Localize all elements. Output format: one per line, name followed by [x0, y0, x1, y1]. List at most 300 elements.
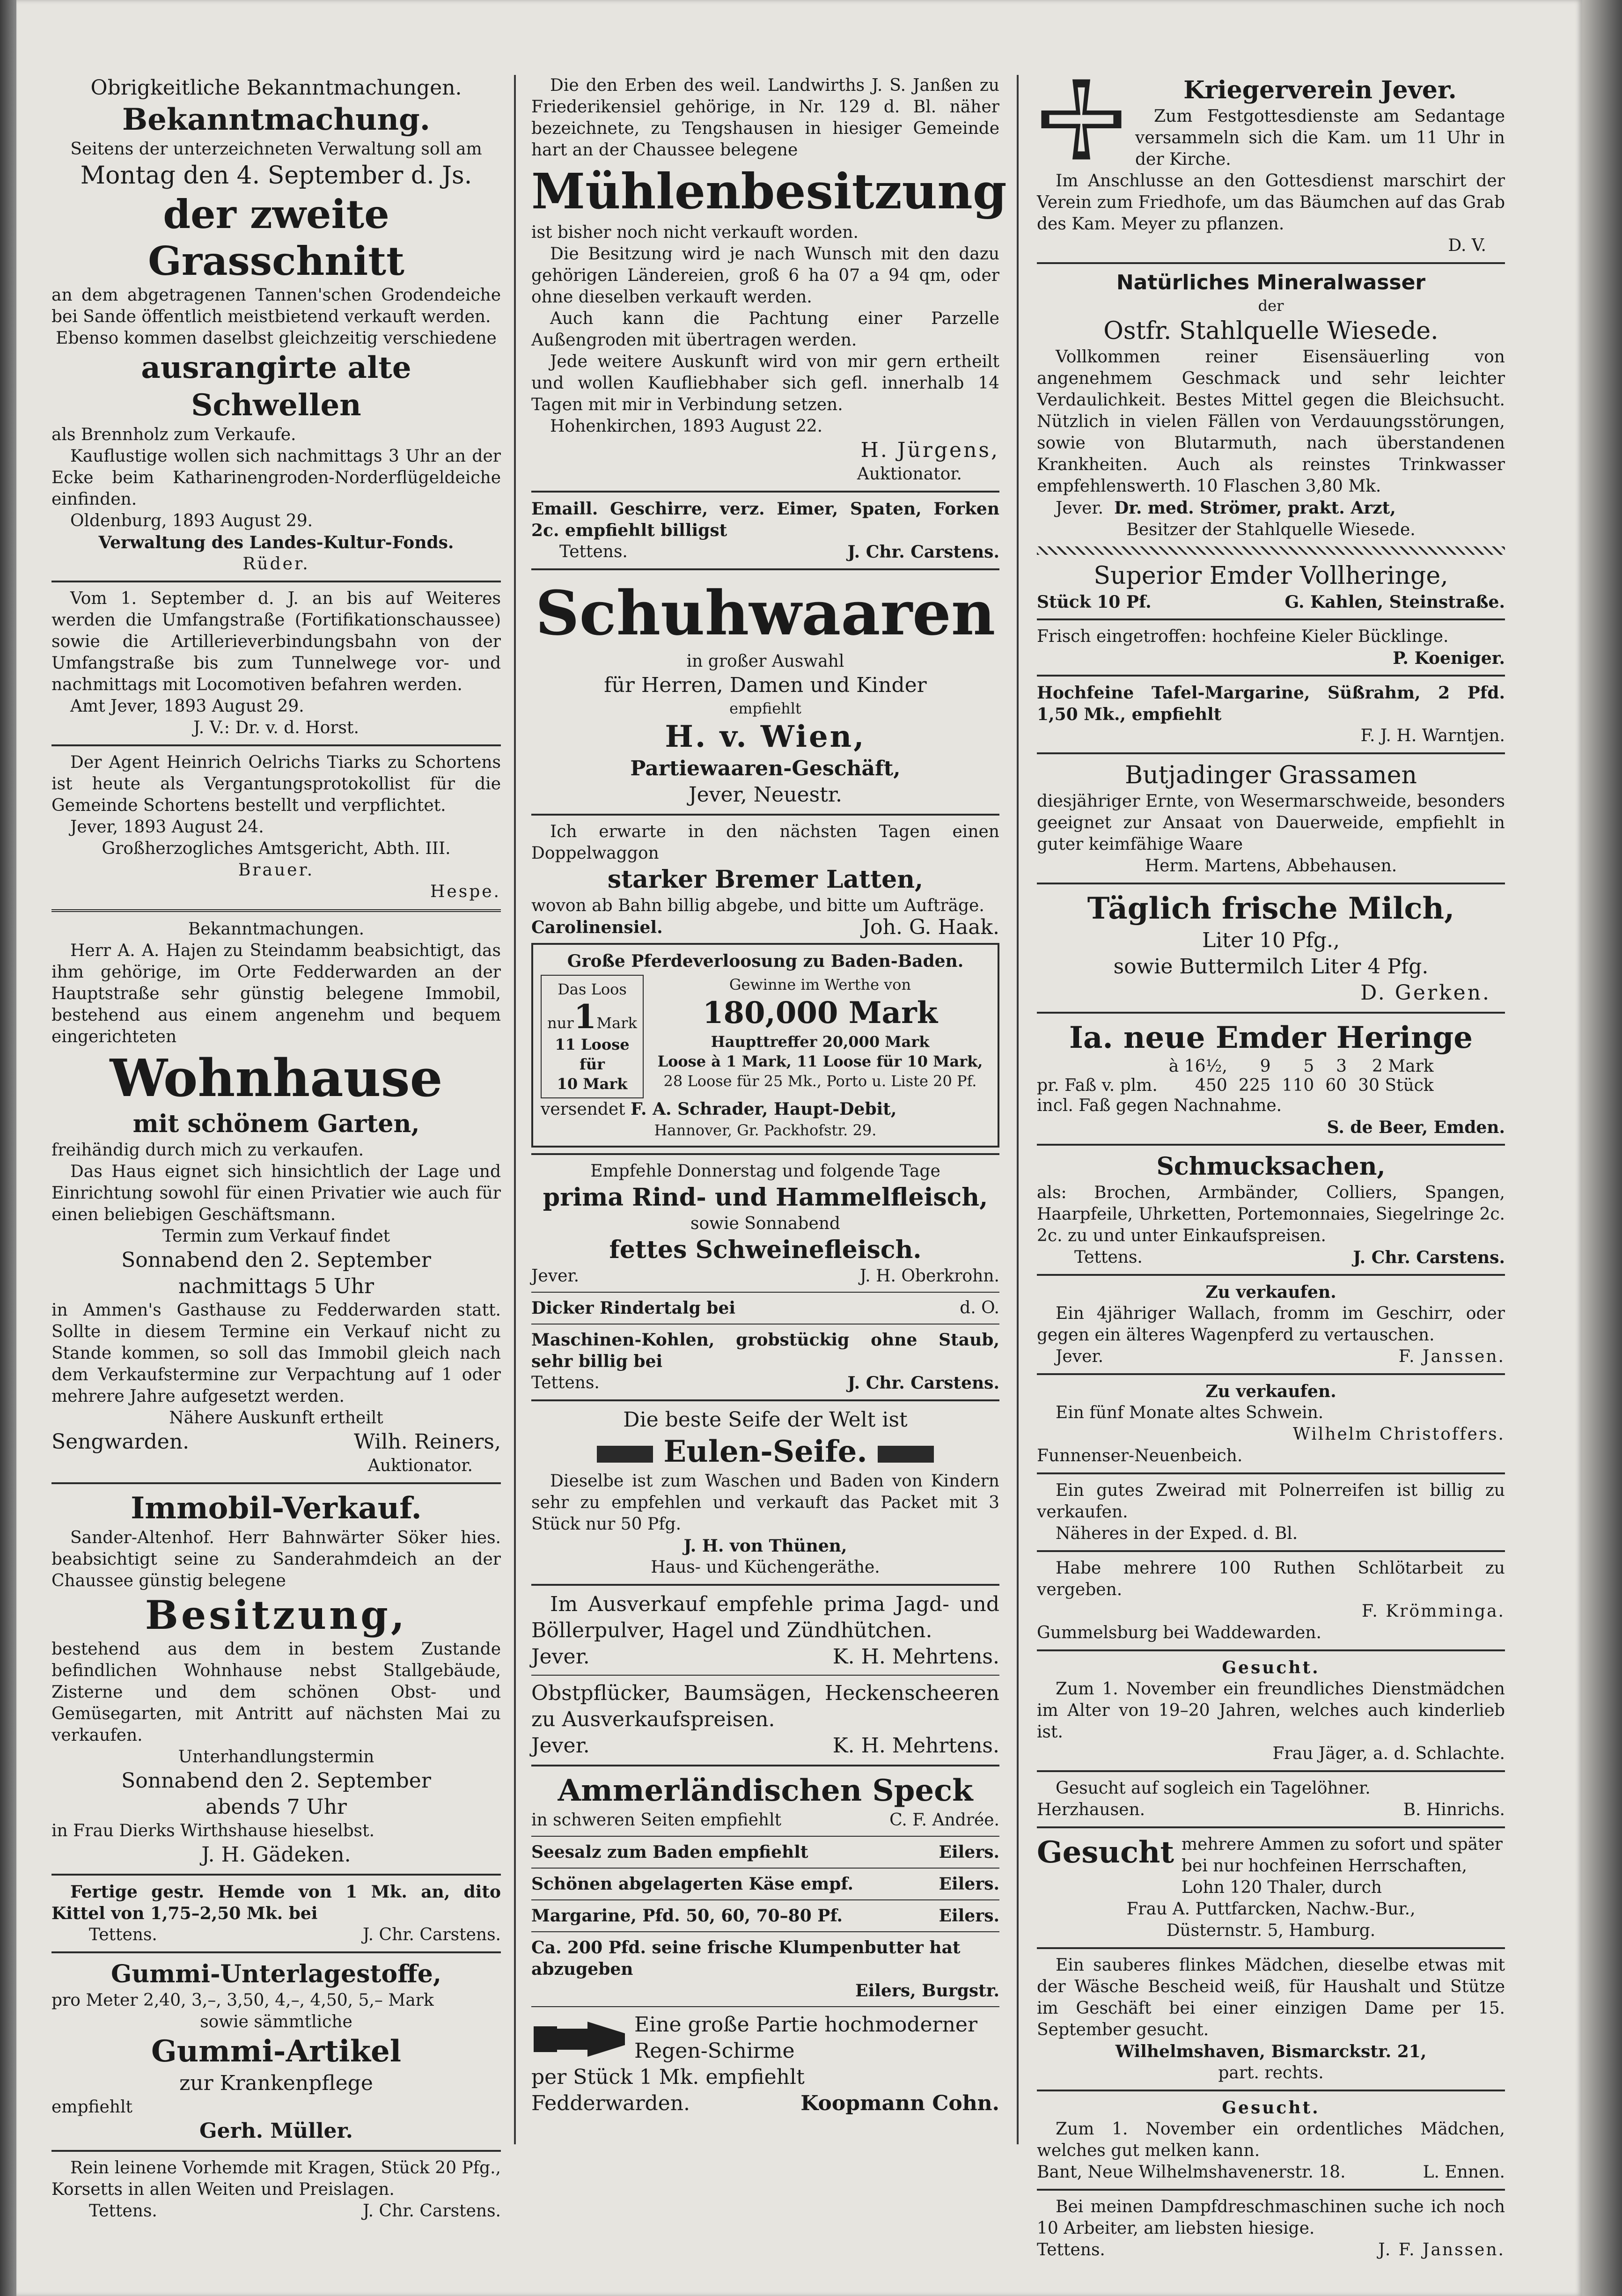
ad-signature: Eilers, Burgstr. — [855, 1981, 999, 2001]
ad-signature: Herm. Martens, Abbehausen. — [1145, 856, 1397, 876]
ad-signature: Koopmann Cohn. — [800, 2091, 999, 2115]
ad-dampfdreschmaschinen — [1037, 2196, 1505, 2261]
table-cell: 3 — [1336, 1057, 1347, 1076]
ad-signature: P. Koeniger. — [1393, 648, 1505, 668]
divider — [51, 581, 501, 582]
ad-subheadline: mit schönem Garten, — [132, 1110, 420, 1138]
ad-signature: J. V.: Dr. v. d. Horst. — [193, 718, 359, 737]
ad-flinkes-maedchen — [1037, 1955, 1505, 2084]
ad-office: Verwaltung des Landes-Kultur-Fonds. — [98, 533, 454, 552]
ad-place: Hohenkirchen, 1893 August 22. — [550, 417, 823, 436]
ad-text: Die Besitzung wird je nach Wunsch mit den dazu gehörigen Ländereien, groß 6 ha 07 a 94 qm, oder ohne dieselben verkauft werden. — [531, 244, 999, 307]
ad-place: Funnenser-Neuenbeich. — [1037, 1446, 1243, 1465]
divider — [1037, 1947, 1505, 1949]
ad-signature: J. Chr. Carstens. — [1353, 1248, 1505, 1267]
divider — [531, 1292, 999, 1293]
section-header: Obrigkeitliche Bekanntmachungen. — [90, 76, 462, 100]
ad-place: Jever. — [1056, 499, 1104, 518]
divider — [531, 1324, 999, 1325]
ad-place: Jever. — [531, 1266, 580, 1286]
divider — [1037, 1144, 1505, 1146]
ad-address: part. rechts. — [1218, 2063, 1324, 2083]
ad-signature: J. H. Gädeken. — [201, 1843, 351, 1867]
table-row — [1037, 1057, 1439, 1076]
divider — [1037, 1550, 1505, 1552]
ad-headline: Eine große Partie hochmoderner Regen-Schirme — [634, 2013, 978, 2063]
ad-ammen — [1037, 1834, 1505, 1942]
ad-melken — [1037, 2097, 1505, 2183]
ad-text: Schönen abgelagerten Käse empf. — [531, 1874, 853, 1894]
ad-title: Große Pferdeverloosung zu Baden-Baden. — [567, 951, 964, 971]
ad-text: Der Agent Heinrich Oelrichs Tiarks zu Schortens ist heute als Vergantungsprotokollist für die Gemeinde Schortens bestellt und verpflichtet. — [51, 753, 501, 815]
ad-milch — [1037, 890, 1505, 1006]
ad-text: Näheres in der Exped. d. Bl. — [1056, 1524, 1298, 1543]
ad-title: Zu verkaufen. — [1205, 1382, 1336, 1401]
ad-place: Jever. — [531, 1645, 590, 1669]
ad-text: in schweren Seiten empfiehlt — [531, 1810, 782, 1830]
ad-text: per Stück 1 Mk. empfiehlt — [531, 2065, 805, 2089]
divider — [1037, 2090, 1505, 2091]
ad-text: Habe mehrere 100 Ruthen Schlötarbeit zu vergeben. — [1037, 1559, 1505, 1599]
ad-text: empfiehlt — [729, 699, 801, 717]
ad-bremer-latten — [531, 821, 999, 938]
ad-text: Margarine, Pfd. 50, 60, 70–80 Pf. — [531, 1906, 843, 1926]
table-row — [1037, 1076, 1439, 1095]
ad-place: Gummelsburg bei Waddewarden. — [1037, 1623, 1321, 1642]
ad-text: Zum 1. November ein freundliches Dienstmädchen im Alter von 19–20 Jahren, welches auch kinderlieb ist. — [1037, 1679, 1505, 1742]
table-cell: 60 — [1325, 1076, 1347, 1095]
ad-subheadline: zur Krankenpflege — [179, 2071, 373, 2095]
ad-signature: F. Janssen. — [1398, 1347, 1505, 1366]
ad-text: als Brennholz zum Verkaufe. — [51, 425, 296, 444]
divider — [1037, 618, 1505, 620]
ad-text: Dicker Rindertalg bei — [531, 1298, 736, 1318]
ad-headline: 180,000 Mark — [702, 995, 938, 1030]
price-box — [541, 975, 644, 1098]
ad-text: Emaill. Geschirre, verz. Eimer, Spaten, Forken 2c. empfiehlt billigst — [531, 499, 999, 540]
ad-headline: Täglich frische Milch, — [1087, 891, 1455, 926]
ad-text: Das Loos — [558, 980, 627, 998]
ad-title: Bekanntmachung. — [122, 102, 431, 137]
ad-headline: fettes Schweinefleisch. — [609, 1236, 922, 1264]
ad-text: in Ammen's Gasthause zu Fedderwarden statt. Sollte in diesem Termine ein Verkauf nicht zu Stande kommen, so soll das Immobil gleich nach dem Verkaufstermine zur Verpachtung auf 1 oder mehrere Jahre aufgesetzt werden. — [51, 1301, 501, 1406]
ad-text: Liter 10 Pfg., — [1202, 928, 1340, 952]
ad-headline: Superior Emder Vollheringe, — [1094, 562, 1448, 590]
table-cell: 110 — [1282, 1076, 1314, 1095]
ad-role: Auktionator. — [857, 464, 962, 484]
price-table — [1037, 1057, 1439, 1095]
ad-signature: H. v. Wien, — [665, 719, 866, 754]
ad-text: incl. Faß gegen Nachnahme. — [1037, 1096, 1282, 1115]
ad-headline: Ia. neue Emder Heringe — [1069, 1020, 1473, 1055]
ad-signature: Rüder. — [242, 554, 310, 574]
ad-maschinen-kohlen — [531, 1329, 999, 1394]
ad-address: Hannover, Gr. Packhofstr. 29. — [654, 1121, 877, 1139]
ad-tageloehner — [1037, 1778, 1505, 1821]
ad-text: Hochfeine Tafel-Margarine, Süßrahm, 2 Pfd. 1,50 Mk., empfiehlt — [1037, 683, 1505, 724]
ad-date: Sonnabend den 2. September — [121, 1769, 431, 1793]
ad-immobil-verkauf — [51, 1490, 501, 1868]
ad-date: abends 7 Uhr — [206, 1795, 347, 1819]
ad-date: nachmittags 5 Uhr — [178, 1274, 374, 1298]
ad-text: bestehend aus dem in bestem Zustande befindlichen Wohnhause nebst Stallgebäude, Zisterne und dem schönen Obst- und Gemüsegarten, mit Antritt auf nächsten Mai zu verkaufen. — [51, 1640, 501, 1745]
ad-text: Zum Festgottesdienste am Sedantage versammeln sich die Kam. um 11 Uhr in der Kirche. — [1135, 107, 1505, 169]
ad-zweirad — [1037, 1480, 1505, 1545]
decorative-bar — [878, 1446, 934, 1463]
ad-text: Ca. 200 Pfd. seine frische Klumpenbutter hat abzugeben — [531, 1938, 961, 1979]
ad-text: Jede weitere Auskunft wird von mir gern ertheilt und wollen Kaufliebhaber sich gefl. innerhalb 14 Tagen mit mir in Verbindung setzen. — [531, 352, 999, 414]
ad-signature: J. Chr. Carstens. — [847, 542, 999, 562]
divider — [531, 1931, 999, 1932]
ad-klumpenbutter — [531, 1937, 999, 2002]
ad-title: Immobil-Verkauf. — [131, 1491, 422, 1526]
divider — [51, 1951, 501, 1953]
ad-title: Zu verkaufen. — [1205, 1282, 1336, 1302]
ad-signature: Frau Jäger, a. d. Schlachte. — [1272, 1744, 1505, 1763]
ad-headline: Schuhwaaren — [535, 577, 996, 649]
page-edge — [1582, 0, 1622, 2296]
ad-signature: D. Gerken. — [1360, 981, 1491, 1005]
ad-text: Mark — [596, 1014, 637, 1032]
ad-fleisch — [531, 1161, 999, 1287]
ad-place: Tettens. — [1074, 1248, 1143, 1267]
ad-place: Bant, Neue Wilhelmshavenerstr. 18. — [1037, 2163, 1346, 2182]
divider — [531, 1899, 999, 1900]
ad-role: Auktionator. — [367, 1456, 473, 1475]
ad-text: empfiehlt — [51, 2097, 132, 2117]
ad-text: Vom 1. September d. J. an bis auf Weiteres werden die Umfangstraße (Fortifikationschaussee) sowie die Artillerieverbindungsbahn von der Umfangstraße bis zum Tunnelwege vor- und nachmittags mit Locomotiven befahren werden. — [51, 589, 501, 694]
ad-signature: L. Ennen. — [1423, 2163, 1505, 2182]
divider — [531, 1399, 999, 1401]
ad-title: Gesucht. — [1222, 1658, 1320, 1678]
ad-place: Carolinensiel. — [531, 918, 663, 937]
column-1 — [51, 75, 501, 2221]
ad-text: freihändig durch mich zu verkaufen. — [51, 1141, 364, 1160]
divider — [531, 1584, 999, 1586]
ad-text: Zum 1. November ein ordentliches Mädchen, welches gut melken kann. — [1037, 2119, 1505, 2160]
ad-text: Ein gutes Zweirad mit Polnerreifen ist billig zu verkaufen. — [1037, 1481, 1505, 1522]
ad-dienstmaedchen — [1037, 1657, 1505, 1765]
ad-text: Ein 4jähriger Wallach, fromm im Geschirr, oder gegen ein älteres Wagenpferd zu vertauschen. — [1037, 1304, 1505, 1345]
ad-text: pro Meter 2,40, 3,–, 3,50, 4,–, 4,50, 5,– Mark — [51, 1991, 434, 2010]
ad-place: Tettens. — [89, 2201, 157, 2221]
ad-tafel-margarine — [1037, 682, 1505, 747]
ad-price: 1 — [573, 997, 597, 1036]
ad-text: in großer Auswahl — [686, 652, 844, 671]
ad-place: Fedderwarden. — [531, 2091, 690, 2115]
divider — [51, 2150, 501, 2152]
divider — [51, 1482, 501, 1484]
divider — [1037, 883, 1505, 884]
ad-text: Im Ausverkauf empfehle prima Jagd- und Böllerpulver, Hagel und Zündhütchen. — [531, 1592, 999, 1642]
ad-text: Ein fünf Monate altes Schwein. — [1056, 1403, 1324, 1422]
ad-signature: C. F. Andrée. — [889, 1810, 999, 1830]
ad-text: Obstpflücker, Baumsägen, Heckenscheeren zu Ausverkaufspreisen. — [531, 1681, 999, 1731]
ad-signature: Eilers. — [939, 1906, 999, 1926]
ad-text: diesjähriger Ernte, von Wesermarschweide, besonders geeignet zur Ansaat von Dauerweide, empfiehlt in guter keimfähige Waare — [1037, 792, 1505, 854]
ad-title: Natürliches Mineralwasser — [1116, 271, 1426, 294]
divider — [531, 1675, 999, 1676]
ad-text: Ebenso kommen daselbst gleichzeitig verschiedene — [56, 329, 497, 348]
ad-text: 10 Mark — [557, 1075, 628, 1093]
ad-text: Empfehle Donnerstag und folgende Tage — [590, 1162, 940, 1181]
ad-signature: K. H. Mehrtens. — [832, 1734, 999, 1758]
ad-place: Wilhelmshaven, Bismarckstr. 21, — [1115, 2042, 1427, 2061]
ad-place: Tettens. — [89, 1925, 157, 1944]
divider — [1037, 1770, 1505, 1772]
divider — [1037, 1472, 1505, 1474]
divider — [1037, 1649, 1505, 1651]
ad-text: Dieselbe ist zum Waschen und Baden von Kindern sehr zu empfehlen und verkauft das Packet mit 3 Stück nur 50 Pfg. — [531, 1472, 999, 1534]
ad-text: Haupttreffer 20,000 Mark — [711, 1033, 930, 1051]
ad-signature: Brauer. — [238, 861, 315, 880]
ad-kaese — [531, 1873, 999, 1895]
ad-office: Großherzogliches Amtsgericht, Abth. III. — [102, 839, 451, 858]
ad-text: Die den Erben des weil. Landwirths J. S. Janßen zu Friederikensiel gehörige, in Nr. 129 d. Bl. näher bezeichnete, zu Tengshausen in hiesiger Gemeinde hart an der Chaussee belegene — [531, 76, 999, 160]
ad-wallach — [1037, 1281, 1505, 1368]
ad-text: Seesalz zum Baden empfiehlt — [531, 1842, 808, 1862]
ad-place: Amt Jever, 1893 August 29. — [70, 697, 304, 716]
ad-signature: F. Krömminga. — [1362, 1602, 1505, 1621]
ad-title: Gummi-Unterlagestoffe, — [111, 1960, 441, 1988]
ad-signature: S. de Beer, Emden. — [1327, 1118, 1505, 1137]
ad-regenschirme — [531, 2012, 999, 2117]
divider — [1037, 2189, 1505, 2191]
ad-signature: Frau A. Puttfarcken, Nachw.-Bur., — [1126, 1899, 1416, 1919]
pointing-hand-icon — [531, 2012, 630, 2064]
ad-signature: J. Chr. Carstens. — [847, 1373, 999, 1393]
ad-text: der — [1258, 297, 1284, 315]
ad-signature: K. H. Mehrtens. — [832, 1645, 999, 1669]
ad-agent-tiarks — [51, 752, 501, 903]
ornamental-divider — [1037, 546, 1505, 555]
ad-firm: Partiewaaren-Geschäft, — [630, 757, 901, 780]
ad-schuhwaaren — [531, 576, 999, 808]
ad-mineralwasser — [1037, 270, 1505, 541]
ad-text: Unterhandlungstermin — [178, 1747, 374, 1766]
ad-text: nur — [547, 1014, 574, 1032]
ad-text: Fertige gestr. Hemde von 1 Mk. an, dito Kittel von 1,75–2,50 Mk. bei — [51, 1882, 501, 1923]
column-rule-2 — [1017, 75, 1019, 2144]
ad-text: 28 Loose für 25 Mk., Porto u. Liste 20 Pf. — [663, 1072, 977, 1090]
ad-headline: Gummi-Artikel — [151, 2034, 402, 2069]
ad-text: wovon ab Bahn billig abgebe, und bitte um Aufträge. — [531, 896, 984, 915]
ad-text: Vollkommen reiner Eisensäuerling von angenehmem Geschmack und sehr leichter Verdaulichkeit. Bestes Mittel gegen die Bleichsucht. Nützlich in vielen Fällen von Verdauungsstörungen, sowie von Blutarmuth, nach überstandenen Krankheiten. Auch als reinstes Trinkwasser empfehlenswerth. 10 Flaschen 3,80 Mk. — [1037, 347, 1505, 496]
ad-place: Jever. — [531, 1734, 590, 1758]
ad-text: Ich erwarte in den nächsten Tagen einen Doppelwaggon — [531, 822, 999, 863]
ad-place: Tettens. — [559, 542, 628, 561]
ad-wohnhause — [51, 919, 501, 1477]
ad-text: Seitens der unterzeichneten Verwaltung soll am — [70, 140, 482, 159]
ad-text: Termin zum Verkauf findet — [162, 1227, 390, 1246]
ad-headline: Schmucksachen, — [1156, 1152, 1386, 1181]
divider — [531, 491, 999, 493]
ad-text: Gewinne im Werthe von — [729, 976, 911, 993]
ad-firm: F. A. Schrader, Haupt-Debit, — [631, 1099, 897, 1119]
ad-text: mehrere Ammen zu sofort und später bei nur hochfeinen Herrschaften, Lohn 120 Thaler, durch — [1182, 1835, 1503, 1897]
ad-text: versendet — [541, 1100, 625, 1119]
ad-signature: Dr. med. Strömer, prakt. Arzt, — [1114, 498, 1396, 518]
ad-signature: d. O. — [960, 1298, 999, 1317]
ad-subheadline: Die beste Seife der Welt ist — [623, 1408, 908, 1432]
ad-date: Montag den 4. September d. Js. — [80, 162, 472, 190]
ad-headline: Mühlenbesitzung — [531, 162, 1007, 220]
ad-schwein — [1037, 1381, 1505, 1467]
ad-text: als: Brochen, Armbänder, Colliers, Spangen, Haarpfeile, Uhrketten, Portemonnaies, Siegelringe 2c. 2c. zu und unter Einkaufspreisen. — [1037, 1183, 1505, 1245]
divider — [531, 1153, 999, 1155]
ad-place: Oldenburg, 1893 August 29. — [70, 511, 313, 530]
divider — [1037, 1012, 1505, 1014]
ad-place: Tettens. — [1037, 2240, 1105, 2259]
ad-bekanntmachung-grasschnitt — [51, 75, 501, 575]
ad-umfangstrasse — [51, 588, 501, 739]
ad-signature: J. H. Oberkrohn. — [859, 1266, 999, 1286]
ad-headline: Wohnhause — [110, 1048, 443, 1108]
ad-pferdeverloosung — [531, 943, 999, 1148]
ad-signature: Eilers. — [939, 1842, 999, 1862]
divider — [51, 909, 501, 912]
ad-vollheringe — [1037, 560, 1505, 613]
divider — [1037, 1274, 1505, 1276]
ad-buecklinge — [1037, 626, 1505, 669]
table-cell: 225 — [1238, 1076, 1271, 1095]
ad-text: Loose à 1 Mark, 11 Loose für 10 Mark, — [657, 1052, 983, 1070]
divider — [51, 1874, 501, 1876]
ad-headline: Eulen-Seife. — [663, 1434, 867, 1469]
ad-signature: Eilers. — [939, 1874, 999, 1894]
ad-signature: G. Kahlen, Steinstraße. — [1284, 592, 1505, 612]
ad-headline: Gesucht — [1037, 1835, 1174, 1870]
ad-text: Frisch eingetroffen: hochfeine Kieler Bücklinge. — [1037, 627, 1449, 646]
ad-hemde — [51, 1881, 501, 1946]
ad-place: Herzhausen. — [1037, 1800, 1145, 1819]
divider — [531, 2006, 999, 2007]
divider — [51, 744, 501, 746]
ad-headline: ausrangirte alte Schwellen — [141, 350, 411, 423]
ad-address: Jever, Neuestr. — [688, 783, 843, 807]
ad-speck — [531, 1772, 999, 1831]
ad-text: Herr A. A. Hajen zu Steindamm beabsichtigt, das ihm gehörige, im Orte Fedderwarden an der Hauptstraße sehr günstig belegene Immobil, bestehend aus einem angenehm und bequem eingerichteten — [51, 941, 501, 1046]
divider — [531, 1868, 999, 1869]
column-rule-1 — [514, 75, 516, 2144]
ad-text: Nähere Auskunft ertheilt — [169, 1408, 383, 1428]
divider — [531, 814, 999, 816]
ad-text: 11 Loose für — [555, 1036, 630, 1073]
table-cell: 9 — [1260, 1057, 1271, 1076]
ad-text: Bei meinen Dampfdreschmaschinen suche ich noch 10 Arbeiter, am liebsten hiesige. — [1037, 2197, 1505, 2238]
divider — [1037, 262, 1505, 264]
ad-text: sowie Sonnabend — [690, 1214, 840, 1233]
divider — [531, 568, 999, 570]
ad-place: Tettens. — [531, 1373, 600, 1392]
ad-margarine — [531, 1905, 999, 1927]
ad-text: Maschinen-Kohlen, grobstückig ohne Staub, sehr billig bei — [531, 1330, 999, 1371]
ad-signature: D. V. — [1448, 236, 1486, 255]
ad-signature: B. Hinrichs. — [1403, 1800, 1505, 1819]
ad-headline: Ostfr. Stahlquelle Wiesede. — [1103, 317, 1439, 345]
ad-emder-heringe — [1037, 1019, 1505, 1138]
ad-text: an dem abgetragenen Tannen'schen Grodendeiche bei Sande öffentlich meistbietend verkauft werden. — [51, 286, 501, 326]
ad-signature: J. H. von Thünen, — [683, 1536, 847, 1556]
divider — [1037, 752, 1505, 754]
ad-signature: J. Chr. Carstens. — [363, 2201, 501, 2221]
table-cell: 2 Mark — [1372, 1057, 1434, 1076]
divider — [531, 1765, 999, 1766]
ad-place: Sengwarden. — [51, 1430, 190, 1454]
ad-headline: Ammerländischen Speck — [558, 1773, 973, 1808]
ad-eulen-seife — [531, 1407, 999, 1578]
iron-cross-icon — [1037, 75, 1126, 164]
ad-text: sowie sämmtliche — [200, 2012, 352, 2031]
ad-signature: Wilh. Reiners, — [353, 1430, 501, 1454]
ad-headline: der zweite Grasschnitt — [148, 191, 404, 284]
column-3 — [1037, 75, 1505, 2259]
divider — [1037, 1373, 1505, 1375]
table-cell: 5 — [1303, 1057, 1314, 1076]
table-cell: 30 Stück — [1358, 1076, 1434, 1095]
ad-place: Jever. — [1056, 1347, 1104, 1366]
table-cell: 450 — [1195, 1076, 1227, 1095]
ad-text: Gesucht auf sogleich ein Tagelöhner. — [1056, 1779, 1371, 1798]
ad-date: Sonnabend den 2. September — [121, 1248, 431, 1272]
ad-subheadline: für Herren, Damen und Kinder — [604, 673, 927, 697]
column-2 — [531, 75, 1007, 2144]
ad-emaill-geschirre — [531, 498, 999, 563]
ad-role: Besitzer der Stahlquelle Wiesede. — [1126, 520, 1416, 539]
ad-role: Haus- und Küchengeräthe. — [651, 1558, 880, 1577]
ad-headline: Besitzung, — [145, 1592, 408, 1638]
ad-rindertalg — [531, 1297, 999, 1319]
ad-gummi — [51, 1959, 501, 2144]
ad-title: Kriegerverein Jever. — [1183, 76, 1457, 104]
ad-vorhemde — [51, 2157, 501, 2222]
ad-seesalz — [531, 1841, 999, 1863]
divider — [1037, 1826, 1505, 1828]
ad-text: Rein leinene Vorhemde mit Kragen, Stück 20 Pfg., Korsetts in allen Weiten und Preislagen. — [51, 2158, 501, 2199]
ad-schmucksachen — [1037, 1151, 1505, 1268]
ad-text: Auch kann die Pachtung einer Parzelle Außengroden mit übertragen werden. — [531, 309, 999, 350]
table-cell — [1037, 1057, 1163, 1076]
ad-muehlenbesitzung — [531, 75, 1007, 485]
divider — [531, 1836, 999, 1837]
ad-text: Ein sauberes flinkes Mädchen, dieselbe etwas mit der Wäsche Bescheid weiß, für Haushalt und Stütze im Geschäft bei einer einzigen Dame per 15. September gesucht. — [1037, 1956, 1505, 2039]
ad-schloetarbeit — [1037, 1558, 1505, 1644]
table-cell: à 16½, — [1168, 1057, 1227, 1076]
ad-signature: H. Jürgens, — [860, 438, 999, 462]
ad-signature: Wilhelm Christoffers. — [1292, 1425, 1505, 1444]
book-gutter — [0, 0, 16, 2296]
ad-signature: J. F. Janssen. — [1378, 2240, 1505, 2259]
ad-text: Stück 10 Pf. — [1037, 592, 1152, 612]
ad-address: Düsternstr. 5, Hamburg. — [1166, 1921, 1376, 1940]
table-cell: pr. Faß v. plm. — [1037, 1076, 1158, 1095]
ad-place: Jever, 1893 August 24. — [70, 817, 264, 837]
decorative-bar — [597, 1446, 653, 1463]
ad-signature: Gerh. Müller. — [199, 2119, 353, 2143]
ad-text: Kauflustige wollen sich nachmittags 3 Uhr an der Ecke beim Katharinengroden-Norderflügeldeiche einfinden. — [51, 447, 501, 509]
ad-obstpfluecker — [531, 1680, 999, 1759]
ad-text: sowie Buttermilch Liter 4 Pfg. — [1113, 955, 1429, 979]
ad-jagdpulver — [531, 1591, 999, 1670]
ad-signature: Joh. G. Haak. — [862, 915, 999, 939]
ad-headline: Butjadinger Grassamen — [1125, 761, 1417, 789]
ad-headline: starker Bremer Latten, — [607, 865, 924, 894]
ad-text: Sander-Altenhof. Herr Bahnwärter Söker hies. beabsichtigt seine zu Sanderahmdeich an der Chaussee günstig belegene — [51, 1528, 501, 1590]
ad-kriegerverein — [1037, 75, 1505, 257]
ad-title: Gesucht. — [1222, 2098, 1320, 2118]
divider — [1037, 675, 1505, 677]
section-header: Bekanntmachungen. — [188, 920, 365, 939]
